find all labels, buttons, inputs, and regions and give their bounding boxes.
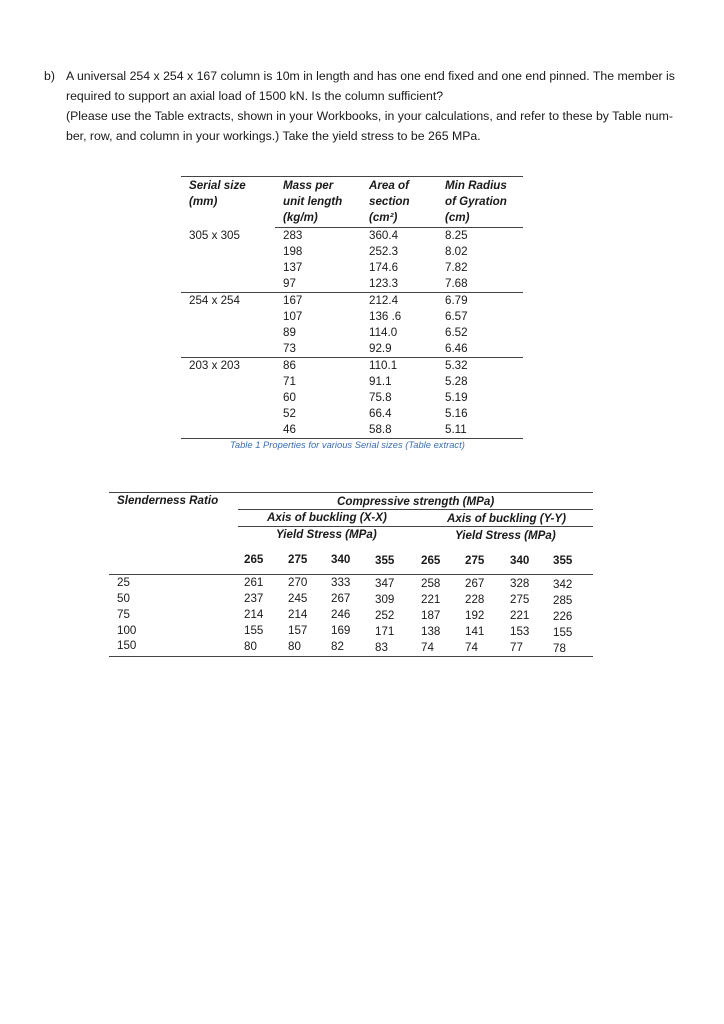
area-cell: 114.0 (369, 326, 398, 339)
strength-cell: 267 (465, 577, 485, 590)
question-text (66, 66, 696, 146)
strength-cell: 78 (553, 642, 566, 655)
strength-cell: 261 (244, 576, 264, 589)
area-cell: 91.1 (369, 375, 392, 388)
strength-cell: 77 (510, 641, 523, 654)
strength-cell: 245 (288, 592, 308, 605)
mass-cell: 97 (283, 277, 296, 290)
mass-cell: 137 (283, 261, 303, 274)
strength-cell: 155 (244, 624, 264, 637)
strength-cell: 226 (553, 610, 573, 623)
serial-size-cell: 203 x 203 (189, 359, 240, 372)
strength-cell: 221 (421, 593, 441, 606)
slenderness-ratio-cell: 25 (117, 576, 130, 589)
yield-stress-label-xx: Yield Stress (MPa) (276, 528, 377, 541)
area-cell: 136 .6 (369, 310, 402, 323)
yield-value-header: 355 (375, 554, 395, 567)
strength-cell: 246 (331, 608, 351, 621)
question-line: required to support an axial load of 1500 kN. Is the column sufficient? (66, 89, 444, 103)
strength-cell: 82 (331, 640, 344, 653)
slenderness-ratio-cell: 150 (117, 639, 137, 652)
radius-cell: 8.02 (445, 245, 468, 258)
yield-value-header: 340 (331, 553, 351, 566)
strength-cell: 214 (288, 608, 308, 621)
header-serial-size: Serial size (mm) (189, 179, 246, 208)
axis-xx-header: Axis of buckling (X-X) (267, 511, 387, 524)
header-min-radius: Min Radius of Gyration (cm) (445, 179, 507, 224)
radius-cell: 8.25 (445, 229, 468, 242)
strength-cell: 347 (375, 577, 395, 590)
area-cell: 58.8 (369, 423, 392, 436)
table-rule (109, 656, 593, 657)
question-label: b) (44, 69, 55, 83)
strength-cell: 138 (421, 625, 441, 638)
mass-cell: 198 (283, 245, 303, 258)
yield-stress-label-yy: Yield Stress (MPa) (455, 529, 556, 542)
strength-cell: 214 (244, 608, 264, 621)
axis-yy-header: Axis of buckling (Y-Y) (447, 512, 566, 525)
area-cell: 252.3 (369, 245, 399, 258)
strength-cell: 80 (288, 640, 301, 653)
question-line: A universal 254 x 254 x 167 column is 10m in length and has one end fixed and one end pinned. The member is (66, 69, 675, 83)
area-cell: 110.1 (369, 359, 398, 372)
slenderness-ratio-cell: 50 (117, 592, 130, 605)
strength-cell: 275 (510, 593, 530, 606)
radius-cell: 5.16 (445, 407, 468, 420)
question-line: (Please use the Table extracts, shown in your Workbooks, in your calculations, and refer to these by Table num- (66, 109, 673, 123)
header-area-of-section: Area of section (cm²) (369, 179, 410, 224)
mass-cell: 71 (283, 375, 296, 388)
area-cell: 174.6 (369, 261, 399, 274)
strength-cell: 155 (553, 626, 573, 639)
yield-value-header: 275 (465, 554, 485, 567)
radius-cell: 5.32 (445, 359, 468, 372)
slenderness-ratio-header: Slenderness Ratio (117, 494, 219, 507)
slenderness-ratio-cell: 75 (117, 608, 130, 621)
strength-cell: 309 (375, 593, 395, 606)
strength-cell: 83 (375, 641, 388, 654)
yield-value-header: 355 (553, 554, 573, 567)
strength-cell: 221 (510, 609, 530, 622)
radius-cell: 5.19 (445, 391, 468, 404)
strength-cell: 342 (553, 578, 573, 591)
area-cell: 92.9 (369, 342, 392, 355)
radius-cell: 6.57 (445, 310, 468, 323)
strength-cell: 187 (421, 609, 441, 622)
strength-cell: 169 (331, 624, 351, 637)
strength-cell: 267 (331, 592, 351, 605)
strength-cell: 171 (375, 625, 395, 638)
area-cell: 123.3 (369, 277, 399, 290)
question-block (44, 66, 696, 146)
strength-cell: 270 (288, 576, 308, 589)
mass-cell: 107 (283, 310, 303, 323)
yield-value-header: 265 (244, 553, 264, 566)
header-mass-per-unit-length: Mass per unit length (kg/m) (283, 179, 343, 224)
serial-size-cell: 254 x 254 (189, 294, 240, 307)
radius-cell: 5.11 (445, 423, 467, 436)
strength-cell: 285 (553, 594, 573, 607)
mass-cell: 73 (283, 342, 296, 355)
mass-cell: 86 (283, 359, 296, 372)
radius-cell: 7.68 (445, 277, 468, 290)
mass-cell: 60 (283, 391, 296, 404)
strength-cell: 153 (510, 625, 530, 638)
mass-cell: 52 (283, 407, 296, 420)
strength-cell: 80 (244, 640, 257, 653)
strength-cell: 237 (244, 592, 264, 605)
strength-cell: 74 (421, 641, 434, 654)
table-rule (181, 176, 523, 177)
area-cell: 66.4 (369, 407, 392, 420)
mass-cell: 46 (283, 423, 296, 436)
yield-value-header: 275 (288, 553, 308, 566)
slenderness-ratio-cell: 100 (117, 624, 137, 637)
radius-cell: 6.46 (445, 342, 468, 355)
strength-cell: 328 (510, 577, 530, 590)
strength-cell: 157 (288, 624, 308, 637)
strength-cell: 74 (465, 641, 478, 654)
radius-cell: 6.52 (445, 326, 468, 339)
strength-cell: 192 (465, 609, 485, 622)
strength-cell: 252 (375, 609, 395, 622)
radius-cell: 6.79 (445, 294, 468, 307)
yield-value-header: 265 (421, 554, 441, 567)
table-rule (109, 574, 593, 575)
mass-cell: 89 (283, 326, 296, 339)
table-caption: Table 1 Properties for various Serial sizes (Table extract) (230, 439, 465, 450)
area-cell: 75.8 (369, 391, 392, 404)
table-rule (275, 227, 523, 228)
compressive-strength-header: Compressive strength (MPa) (337, 495, 495, 508)
strength-cell: 258 (421, 577, 441, 590)
serial-size-cell: 305 x 305 (189, 229, 240, 242)
strength-cell: 333 (331, 576, 351, 589)
mass-cell: 283 (283, 229, 303, 242)
yield-value-header: 340 (510, 554, 530, 567)
radius-cell: 5.28 (445, 375, 468, 388)
question-line: ber, row, and column in your workings.) Take the yield stress to be 265 MPa. (66, 129, 481, 143)
area-cell: 212.4 (369, 294, 399, 307)
strength-cell: 228 (465, 593, 485, 606)
strength-cell: 141 (465, 625, 485, 638)
mass-cell: 167 (283, 294, 303, 307)
radius-cell: 7.82 (445, 261, 468, 274)
area-cell: 360.4 (369, 229, 399, 242)
